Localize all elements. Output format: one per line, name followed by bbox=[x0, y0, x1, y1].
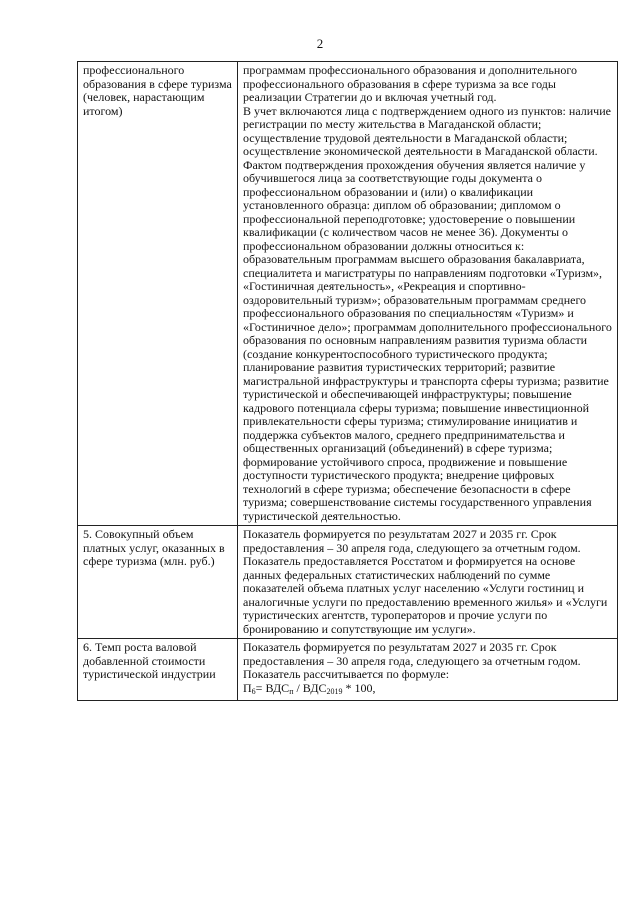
formula-p-symbol: П bbox=[243, 680, 252, 695]
indicator-name: 5. Совокупный объем платных услуг, оказанных в сфере туризма (млн. руб.) bbox=[83, 527, 225, 568]
methodology-cell bbox=[238, 639, 618, 701]
table-row bbox=[78, 526, 618, 639]
formula-equals: = ВДС bbox=[255, 680, 290, 695]
methodology-paragraph: Показатель формируется по результатам 2027 и 2035 гг. Срок предоставления – 30 апреля года, следующего за отчетным годом. Показатель рассчитывается по формуле: bbox=[243, 640, 581, 681]
formula-vds-subscript: п bbox=[289, 686, 294, 696]
methodology-cell bbox=[238, 62, 618, 526]
indicator-cell bbox=[78, 639, 238, 701]
indicator-cell bbox=[78, 526, 238, 639]
formula-p-subscript: 6 bbox=[251, 686, 256, 696]
page-number: 2 bbox=[316, 36, 324, 51]
indicator-cell bbox=[78, 62, 238, 526]
methodology-paragraph: программам профессионального образования и дополнительного профессионального образования в сфере туризма за все годы реализации Стратегии до и включая учетный год. bbox=[243, 63, 577, 104]
indicators-table bbox=[77, 61, 618, 701]
formula-tail: * 100, bbox=[342, 680, 376, 695]
formula-year-subscript: 2019 bbox=[326, 686, 343, 696]
methodology-paragraph: Показатель формируется по результатам 2027 и 2035 гг. Срок предоставления – 30 апреля года, следующего за отчетным годом. Показатель предоставляется Росстатом и формируется на основе данных федеральных статистических наблюдений по сумме показателей объема платных услуг населению «Услуги гостиниц и аналогичные услуги по предоставлению временного жилья» и «Услуги туристических агентств, туроператоров и прочие услуги по бронированию и сопутствующие им услуги». bbox=[243, 527, 608, 636]
table-row bbox=[78, 639, 618, 701]
formula bbox=[243, 682, 613, 699]
formula-divide: / ВДС bbox=[293, 680, 327, 695]
methodology-paragraph: В учет включаются лица с подтверждением одного из пунктов: наличие регистрации по месту жительства в Магаданской области; осуществление трудовой деятельности в Магаданской области; осуществление экономической деятельности в Магаданской области. bbox=[243, 103, 611, 158]
table-row bbox=[78, 62, 618, 526]
indicator-name: 6. Темп роста валовой добавленной стоимости туристической индустрии bbox=[83, 640, 216, 681]
indicator-name: профессионального образования в сфере туризма (человек, нарастающим итогом) bbox=[83, 63, 232, 118]
methodology-cell bbox=[238, 526, 618, 639]
methodology-paragraph: Фактом подтверждения прохождения обучения является наличие у обучившегося лица за соответствующие годы документа о профессиональном образовании и (или) о квалификации установленного образца: диплом об образовании; дипломом о профессиональной переподготовке; удостоверение о повышении квалификации (с количеством часов не менее 36). Документы о профессиональном образовании должны относиться к: образовательным программам высшего образования бакалавриата, специалитета и магистратуры по направлениям подготовки «Туризм», «Гостиничная деятельность», «Рекреация и спортивно-оздоровительный туризм»; образовательным программам среднего профессионального образования по специальностям «Туризм» и «Гостиничное дело»; программам дополнительного профессионального образования по основным направлениям развития туризма области (создание конкурентоспособного туристического продукта; планирование развития туристических территорий; развитие магистральной инфраструктуры и транспорта сферы туризма; развитие туристической и обеспечивающей инфраструктуры; повышение кадрового потенциала сферы туризма; повышение инвестиционной привлекательности сферы туризма; стимулирование инициатив и поддержка субъектов малого, среднего предпринимательства и общественных организаций (объединений) в сфере туризма; формирование устойчивого спроса, продвижение и повышение доступности туристического продукта; внедрение цифровых технологий в сфере туризма; обеспечение безопасности в сфере туризма; совершенствование системы государственного управления туристической деятельностью. bbox=[243, 157, 612, 523]
